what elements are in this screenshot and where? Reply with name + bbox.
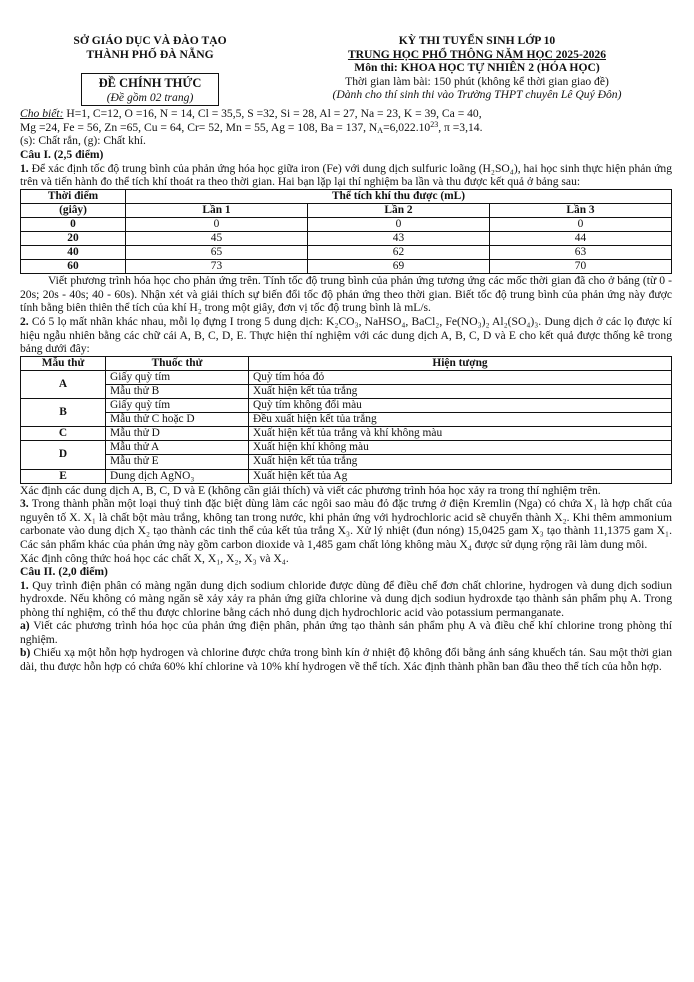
table-cell: 69 <box>308 260 490 274</box>
table-cell: 65 <box>126 246 308 260</box>
header-right <box>282 34 672 106</box>
table-cell: 44 <box>490 232 672 246</box>
q2-part-a <box>20 619 672 646</box>
exam-subject: Môn thi: KHOA HỌC TỰ NHIÊN 2 (HÓA HỌC) <box>354 61 600 75</box>
table-cell: 43 <box>308 232 490 246</box>
table-row <box>21 232 672 246</box>
table-cell: B <box>21 399 106 427</box>
table-row <box>21 260 672 274</box>
table-cell: 45 <box>126 232 308 246</box>
q2-part-b-label: b) <box>20 646 31 660</box>
given-line2c: , π =3,14. <box>438 120 483 134</box>
rate-table-head-time <box>21 189 126 203</box>
rate-table-head-run3: Lần 3 <box>490 203 672 217</box>
table-cell: 70 <box>490 260 672 274</box>
q1-part1-text: Để xác định tốc độ trung bình của phản ứng hóa học giữa iron (Fe) với dung dịch sulfuric loãng (H₂SO₄), hai học sinh thực hiện phản ứng trên và tiến hành đo thể tích khí thoát ra theo thời gian. Hai bạn lặp lại thí nghiệm ba lần và thu được kết quả ở bảng sau: <box>20 161 672 189</box>
exam-year: TRUNG HỌC PHỔ THÔNG NĂM HỌC 2025-2026 <box>347 47 607 61</box>
table-row <box>21 399 672 413</box>
q2-part-a-text: Viết các phương trình hóa học của phản ứng điện phân, phản ứng tạo thành sản phẩm phụ A và điều chế khí chlorine trong phòng thí nghiệm. <box>20 619 672 646</box>
rate-table-head-time2: (giây) <box>21 203 126 217</box>
reagent-table <box>20 356 672 484</box>
table-cell: 0 <box>21 217 126 231</box>
table-cell: 0 <box>126 217 308 231</box>
q1-part3 <box>20 497 672 551</box>
table-cell: A <box>21 370 106 398</box>
table-cell: 62 <box>308 246 490 260</box>
table-cell: Xuất hiện kết tủa trắng <box>249 384 672 398</box>
table-row <box>21 217 672 231</box>
table-cell: 40 <box>21 246 126 260</box>
official-box <box>81 73 219 106</box>
q1-part2-num: 2. <box>20 315 29 329</box>
table-cell: Mẫu thử A <box>106 441 249 455</box>
q1-part3-after: Xác định công thức hoá học các chất X, X₁, X₂, X₃ và X₄. <box>20 551 289 565</box>
table-cell: Xuất hiện khí không màu <box>249 441 672 455</box>
table-row <box>21 469 672 483</box>
q1-part2-text: Có 5 lọ mất nhãn khác nhau, mỗi lọ đựng I trong 5 dung dịch: K₂CO₃, NaHSO₄, BaCl₂, Fe(NO₃)₂ Al₂(SO₄)₃. Dung dịch ở các lọ được kí hiệu ngẫu nhiên bằng các chữ cái A, B, C, D, E. Thực hiện thí nghiệm với các dung dịch A, B, C, D và E cho kết quả được thống kê trong bảng dưới đây: <box>20 315 672 356</box>
table-cell: 63 <box>490 246 672 260</box>
q2-part-a-label: a) <box>20 619 30 633</box>
table-cell: Mẫu thử B <box>106 384 249 398</box>
table-cell: 20 <box>21 232 126 246</box>
official-title: ĐỀ CHÍNH THỨC <box>98 76 202 91</box>
table-cell: 73 <box>126 260 308 274</box>
table-cell: Xuất hiện kết tủa Ag <box>249 469 672 483</box>
table-row <box>21 246 672 260</box>
table-cell: Đều xuất hiện kết tủa trắng <box>249 413 672 427</box>
question2-title: Câu II. (2,0 điểm) <box>20 565 108 579</box>
table-cell: Dung dịch AgNO₃ <box>106 469 249 483</box>
table-cell: E <box>21 469 106 483</box>
reagent-table-head-sample: Mẫu thử <box>21 356 106 370</box>
header-left <box>20 34 280 106</box>
table-row <box>21 384 672 398</box>
q2-part-b-text: Chiếu xạ một hỗn hợp hydrogen và chlorine được chứa trong bình kín ở nhiệt độ không đổi bằng ánh sáng khuếch tán. Sau một thời gian dài, thu được hỗn hợp có chứa 60% khí chlorine và 10% khí hydrogen về thể tích. Xác định thành phần ban đầu theo thể tích của hỗn hợp. <box>20 646 672 674</box>
rate-table-head-volume: Thể tích khí thu được (mL) <box>126 189 672 203</box>
header <box>20 34 672 106</box>
table-row <box>21 370 672 384</box>
table-cell: 0 <box>308 217 490 231</box>
table-cell: Giấy quỳ tím <box>106 370 249 384</box>
q2-part1-text: Quy trình điện phân có màng ngăn dung dịch sodium chloride được dùng để điều chế đơn chất chlorine, hydrogen và dung dịch sodiun hydroxde. Nếu không có màng ngăn sẽ xảy xảy ra phản ứng giữa chlorine và dung dịch sodiun hydroxde tạo thành sản phẩm phụ A. Trong phòng thí nghiệm, có thể thu được chlorine bằng cách nhỏ dung dịch hydrochloric acid vào potassium permanganate. <box>20 578 672 619</box>
given-label: Cho biết: <box>20 107 64 121</box>
table-cell: Xuất hiện kết tủa trắng <box>249 455 672 469</box>
q2-part1-num: 1. <box>20 578 29 592</box>
reagent-table-head-reagent: Thuốc thử <box>106 356 249 370</box>
q1-part2-after: Xác định các dung dịch A, B, C, D và E (không cần giải thích) và viết các phương trình hóa học xảy ra trong thí nghiệm trên. <box>20 483 601 497</box>
table-cell: Xuất hiện kết tủa trắng và khí không màu <box>249 427 672 441</box>
given-data <box>20 107 672 148</box>
table-cell: Quỳ tím không đổi màu <box>249 399 672 413</box>
exam-title: KỲ THI TUYỂN SINH LỚP 10 <box>398 34 556 47</box>
given-line3: (s): Chất rắn, (g): Chất khí. <box>20 134 146 148</box>
exam-target: (Dành cho thí sinh thi vào Trường THPT chuyên Lê Quý Đôn) <box>332 88 622 102</box>
rate-table-head-run2: Lần 2 <box>308 203 490 217</box>
q1-part3-num: 3. <box>20 497 29 511</box>
table-cell: Quỳ tím hóa đỏ <box>249 370 672 384</box>
given-line2a: Mg =24, Fe = 56, Zn =65, Cu = 64, Cr= 52, Mn = 55, Ag = 108, Ba = 137, N <box>20 120 378 134</box>
q2-part1 <box>20 579 672 620</box>
given-line2b: =6,022.10 <box>383 120 431 134</box>
rate-table-head-run1: Lần 1 <box>126 203 308 217</box>
given-line1: H=1, C=12, O =16, N = 14, Cl = 35,5, S =32, Si = 28, Al = 27, Na = 23, K = 39, Ca = 40, <box>63 107 482 121</box>
table-cell: 60 <box>21 260 126 274</box>
table-row <box>21 441 672 455</box>
table-cell: Mẫu thử E <box>106 455 249 469</box>
reagent-table-head-phenomenon: Hiện tượng <box>249 356 672 370</box>
q1-part2 <box>20 315 672 356</box>
exam-time: Thời gian làm bài: 150 phút (không kể thời gian giao đề) <box>345 74 609 88</box>
question1-title: Câu I. (2,5 điểm) <box>20 148 104 161</box>
department-line1: SỞ GIÁO DỤC VÀ ĐÀO TẠO <box>73 34 227 47</box>
table-cell: Giấy quỳ tím <box>106 399 249 413</box>
q1-part1 <box>20 162 672 189</box>
given-line2-sub: A <box>377 125 384 135</box>
official-pages: (Đề gồm 02 trang) <box>106 90 194 104</box>
table-cell: C <box>21 427 106 441</box>
rate-table-head-time1: Thời điểm <box>47 189 99 202</box>
q2-part-b <box>20 646 672 673</box>
table-row <box>21 413 672 427</box>
table-cell: Mẫu thử C hoặc D <box>106 413 249 427</box>
table-row <box>21 427 672 441</box>
table-cell: D <box>21 441 106 469</box>
q1-part1-num: 1. <box>20 161 29 175</box>
table-cell: Mẫu thử D <box>106 427 249 441</box>
table-cell: 0 <box>490 217 672 231</box>
department-line2: THÀNH PHỐ ĐÀ NẴNG <box>86 47 214 61</box>
given-line2-sup: 23 <box>430 119 439 129</box>
rate-table <box>20 189 672 275</box>
q1-part1-after: Viết phương trình hóa học cho phản ứng trên. Tính tốc độ trung bình của phản ứng tương ứng các mốc thời gian đã cho ở bảng (từ 0 - 20s; 20s - 40s; 40 - 60s). Nhận xét và giải thích sự biến đổi tốc độ phản ứng theo thời gian. Biết tốc độ trung bình của phản ứng này được tính bằng biên thiên thể tích của khí H₂ trong một giây, đơn vị tốc độ trung bình là mL/s. <box>20 274 672 315</box>
table-row <box>21 455 672 469</box>
q1-part3-text: Trong thành phần một loại thuỷ tinh đặc biệt dùng làm các ngôi sao màu đỏ đặc trưng ở điện Kremlin (Nga) có chứa X₁ là hợp chất của nguyên tố X. X₁ là chất bột màu trắng, không tan trong nước, khi phản ứng với hydrochloric acid sẽ chuyển thành X₂. Khi thêm ammonium carbonate vào dung dịch X₂ tạo thành các tinh thể của kết tủa trắng X₃. Xử lý nhiệt (đun nóng) 15,0425 gam X₃ tạo thành 11,1375 gam X₁. Các sản phẩm khác của phản ứng này gồm carbon dioxide và 1,485 gam chất lỏng không màu X₄ được sử dụng rộng rãi làm dung môi. <box>20 497 672 551</box>
